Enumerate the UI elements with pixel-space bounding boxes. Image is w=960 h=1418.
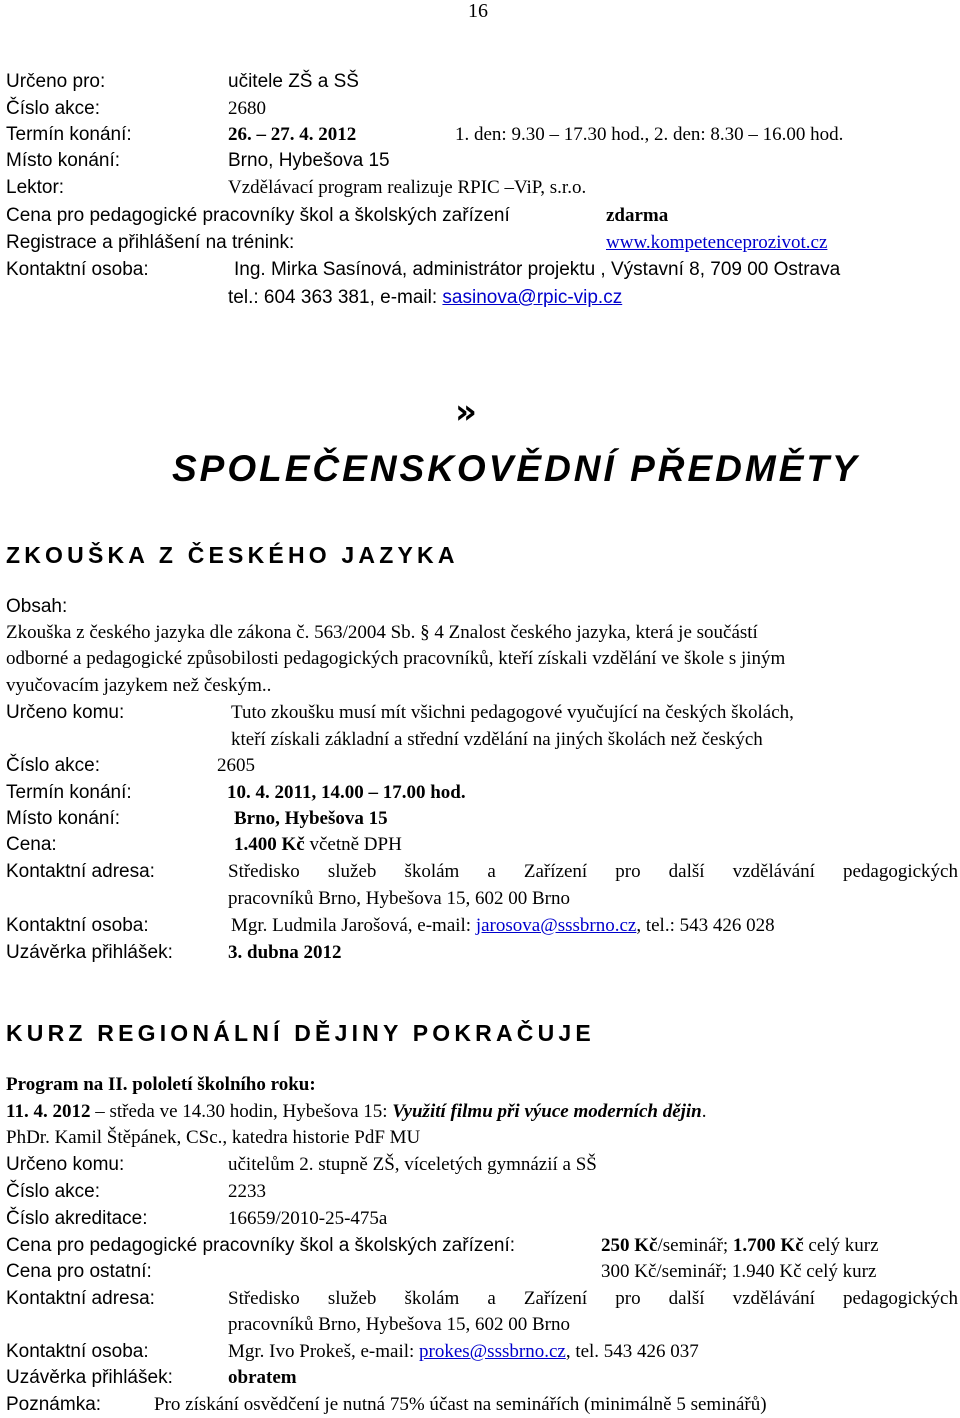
zkouska-heading: ZKOUŠKA Z ČESKÉHO JAZYKA xyxy=(6,542,459,568)
label: Kontaktní osoba: xyxy=(6,915,149,936)
email-link[interactable]: sasinova@rpic-vip.cz xyxy=(442,287,623,308)
name: Mgr. Ludmila Jarošová, e-mail: xyxy=(231,915,476,936)
value: 16659/2010-25-475a xyxy=(228,1208,388,1229)
termin-row xyxy=(6,780,466,806)
label: Místo konání: xyxy=(6,808,121,829)
name: Mgr. Ivo Prokeš, e-mail: xyxy=(228,1341,420,1362)
label: Kontaktní adresa: xyxy=(6,1288,155,1309)
program-title: Program na II. pololetí školního roku: xyxy=(6,1074,316,1095)
label: Termín konání: xyxy=(6,782,132,803)
value: 2233 xyxy=(228,1181,266,1202)
osoba-row xyxy=(6,1339,699,1365)
adresa-line-1: Středisko služeb školám a Zařízení pro další vzdělávání pedagogických xyxy=(228,861,958,882)
adresa-row xyxy=(6,859,155,885)
value: učitele ZŠ a SŠ xyxy=(228,71,359,92)
label: Cena pro pedagogické pracovníky škol a školských zařízení xyxy=(6,205,510,226)
osoba-row xyxy=(6,913,775,939)
label: Číslo akce: xyxy=(6,98,100,119)
label: Kontaktní osoba: xyxy=(6,259,149,280)
value: 300 Kč/seminář; 1.940 Kč celý kurz xyxy=(601,1261,877,1282)
obsah-line-3: vyučovacím jazykem než českým.. xyxy=(6,675,272,696)
value: Vzdělávací program realizuje RPIC –ViP, s.r.o. xyxy=(228,177,587,198)
adresa-row xyxy=(6,1286,155,1312)
kurz-heading: KURZ REGIONÁLNÍ DĚJINY POKRAČUJE xyxy=(6,1020,595,1046)
value: 2680 xyxy=(228,98,266,119)
date: 11. 4. 2012 xyxy=(6,1101,91,1122)
value: zdarma xyxy=(606,205,669,226)
value: Brno, Hybešova 15 xyxy=(234,808,388,829)
adresa-line-2: pracovníků Brno, Hybešova 15, 602 00 Brno xyxy=(228,1314,570,1335)
adresa-line-1: Středisko služeb školám a Zařízení pro další vzdělávání pedagogických xyxy=(228,1288,958,1309)
label: Cena: xyxy=(6,834,57,855)
main-heading: SPOLEČENSKOVĚDNÍ PŘEDMĚTY xyxy=(172,448,860,489)
lektor-row xyxy=(6,175,587,201)
label: Určeno pro: xyxy=(6,71,106,92)
value: Pro získání osvědčení je nutná 75% účast na seminářích (minimálně 5 seminářů) xyxy=(154,1394,767,1415)
cena-row xyxy=(6,832,402,858)
label: Uzávěrka přihlášek: xyxy=(6,1367,173,1388)
kontakt-row xyxy=(6,257,841,283)
urceno-line-2: kteří získali základní a střední vzdělání na jiných školách než českých xyxy=(231,729,763,750)
cena-ost-row xyxy=(6,1259,877,1285)
date: 26. – 27. 4. 2012 xyxy=(228,124,357,145)
label: Určeno komu: xyxy=(6,702,125,723)
value: 2605 xyxy=(217,755,255,776)
tel: tel.: 604 363 381, e-mail: xyxy=(228,287,443,308)
label: Termín konání: xyxy=(6,124,132,145)
misto-row xyxy=(6,806,388,832)
misto-row xyxy=(6,148,390,174)
raquo-mark: » xyxy=(455,392,477,432)
urceno-row xyxy=(6,69,359,95)
value: učitelům 2. stupně ZŠ, víceletých gymnázií a SŠ xyxy=(228,1154,597,1175)
label: Kontaktní adresa: xyxy=(6,861,155,882)
label: Číslo akce: xyxy=(6,1181,100,1202)
termin-row xyxy=(6,122,844,148)
label: Poznámka: xyxy=(6,1394,102,1415)
label: Registrace a přihlášení na trénink: xyxy=(6,232,295,253)
times: 1. den: 9.30 – 17.30 hod., 2. den: 8.30 – 16.00 hod. xyxy=(455,124,844,145)
per-course: celý kurz xyxy=(803,1235,879,1256)
obsah-label: Obsah: xyxy=(6,596,68,617)
uzaverka-row xyxy=(6,1365,297,1391)
label: Číslo akreditace: xyxy=(6,1208,148,1229)
price-course: 1.700 Kč xyxy=(732,1235,804,1256)
price: 1.400 Kč xyxy=(234,834,305,855)
urceno-row xyxy=(6,1152,597,1178)
label: Určeno komu: xyxy=(6,1154,125,1175)
price-suffix: včetně DPH xyxy=(304,834,402,855)
tel: , tel. 543 426 037 xyxy=(565,1341,699,1362)
label: Místo konání: xyxy=(6,150,121,171)
per-seminar: /seminář; xyxy=(657,1235,733,1256)
obsah-line-2: odborné a pedagogické způsobilosti pedagogických pracovníků, kteří získali vzdělání ve škole s jiným xyxy=(6,648,786,669)
label: Cena pro pedagogické pracovníky škol a školských zařízení: xyxy=(6,1235,516,1256)
label: Číslo akce: xyxy=(6,755,100,776)
uzaverka-row xyxy=(6,940,342,966)
value: 3. dubna 2012 xyxy=(228,942,342,963)
cislo-row xyxy=(6,96,266,122)
cena-row xyxy=(6,203,669,229)
cena-ped-row xyxy=(6,1233,879,1259)
email-link[interactable]: jarosova@sssbrno.cz xyxy=(475,915,637,936)
program-item xyxy=(6,1099,707,1125)
topic-end: . xyxy=(701,1101,707,1122)
cislo-row xyxy=(6,1179,266,1205)
registrace-link[interactable]: www.kompetenceprozivot.cz xyxy=(606,232,828,253)
registrace-row xyxy=(6,230,828,256)
label: Cena pro ostatní: xyxy=(6,1261,152,1282)
email-link[interactable]: prokes@sssbrno.cz xyxy=(419,1341,566,1362)
label: Kontaktní osoba: xyxy=(6,1341,149,1362)
urceno-row xyxy=(6,700,794,726)
label: Uzávěrka přihlášek: xyxy=(6,942,173,963)
poznamka-row xyxy=(6,1392,767,1418)
page-number: 16 xyxy=(468,0,488,22)
value: 10. 4. 2011, 14.00 – 17.00 hod. xyxy=(227,782,466,803)
tel: , tel.: 543 426 028 xyxy=(636,915,775,936)
value: Ing. Mirka Sasínová, administrátor projektu , Výstavní 8, 709 00 Ostrava xyxy=(234,259,841,280)
label: Lektor: xyxy=(6,177,65,198)
cislo-row xyxy=(6,753,255,779)
lektor: PhDr. Kamil Štěpánek, CSc., katedra historie PdF MU xyxy=(6,1127,421,1148)
time-place: – středa ve 14.30 hodin, Hybešova 15: xyxy=(90,1101,393,1122)
price-seminar: 250 Kč xyxy=(601,1235,658,1256)
value: Brno, Hybešova 15 xyxy=(228,150,390,171)
value: obratem xyxy=(228,1367,297,1388)
obsah-line-1: Zkouška z českého jazyka dle zákona č. 563/2004 Sb. § 4 Znalost českého jazyka, která je součástí xyxy=(6,622,758,643)
akred-row xyxy=(6,1206,388,1232)
value: Tuto zkoušku musí mít všichni pedagogové vyučující na českých školách, xyxy=(231,702,794,723)
adresa-line-2: pracovníků Brno, Hybešova 15, 602 00 Brno xyxy=(228,888,570,909)
topic: Využití filmu při výuce moderních dějin xyxy=(392,1101,702,1122)
